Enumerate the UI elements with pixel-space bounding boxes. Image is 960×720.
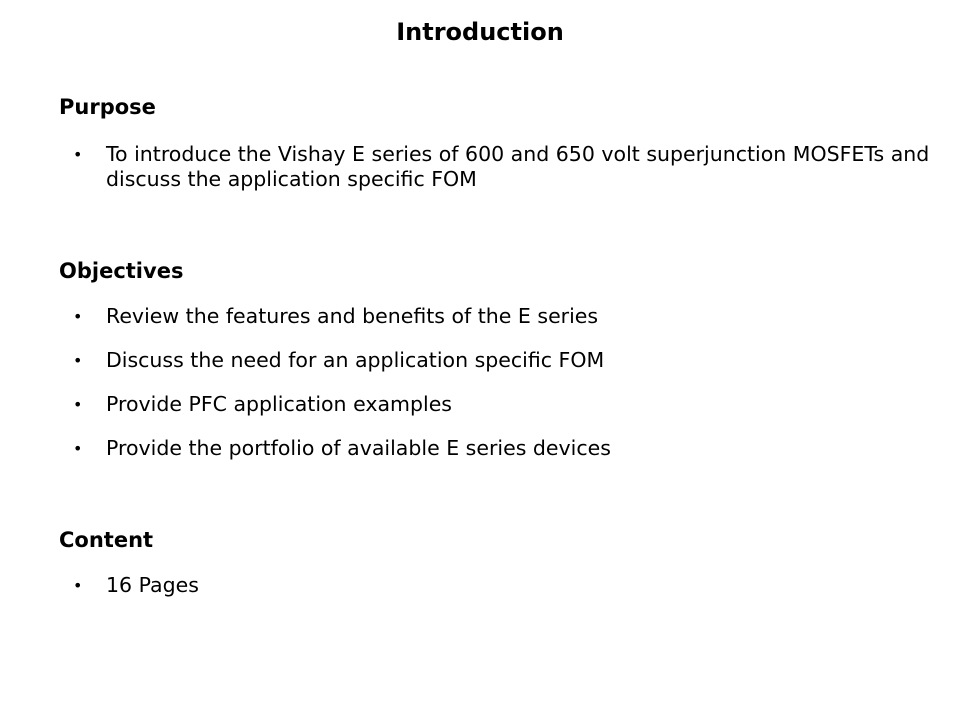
- bullet-icon: •: [73, 576, 83, 595]
- objective-item: [73, 392, 933, 417]
- objective-item: [73, 348, 933, 373]
- content-list: [73, 573, 933, 617]
- objective-item-text: Provide PFC application examples: [106, 392, 452, 416]
- bullet-icon: •: [73, 351, 83, 370]
- purpose-item-text: To introduce the Vishay E series of 600 and 650 volt superjunction MOSFETs and discuss the application specific FOM: [106, 142, 930, 191]
- bullet-icon: •: [73, 307, 83, 326]
- objectives-heading: Objectives: [59, 259, 184, 283]
- content-item-text: 16 Pages: [106, 573, 199, 597]
- content-item: [73, 573, 933, 598]
- purpose-list: [73, 142, 933, 211]
- objective-item-text: Discuss the need for an application specific FOM: [106, 348, 605, 372]
- slide-title: Introduction: [396, 18, 564, 46]
- bullet-icon: •: [73, 439, 83, 458]
- content-heading: Content: [59, 528, 154, 552]
- purpose-item: [73, 142, 933, 192]
- objective-item-text: Provide the portfolio of available E series devices: [106, 436, 611, 460]
- objective-item: [73, 304, 933, 329]
- objectives-list: [73, 304, 933, 480]
- bullet-icon: •: [73, 395, 83, 414]
- bullet-icon: •: [73, 145, 83, 164]
- purpose-heading: Purpose: [59, 95, 156, 119]
- objective-item: [73, 436, 933, 461]
- objective-item-text: Review the features and benefits of the E series: [106, 304, 599, 328]
